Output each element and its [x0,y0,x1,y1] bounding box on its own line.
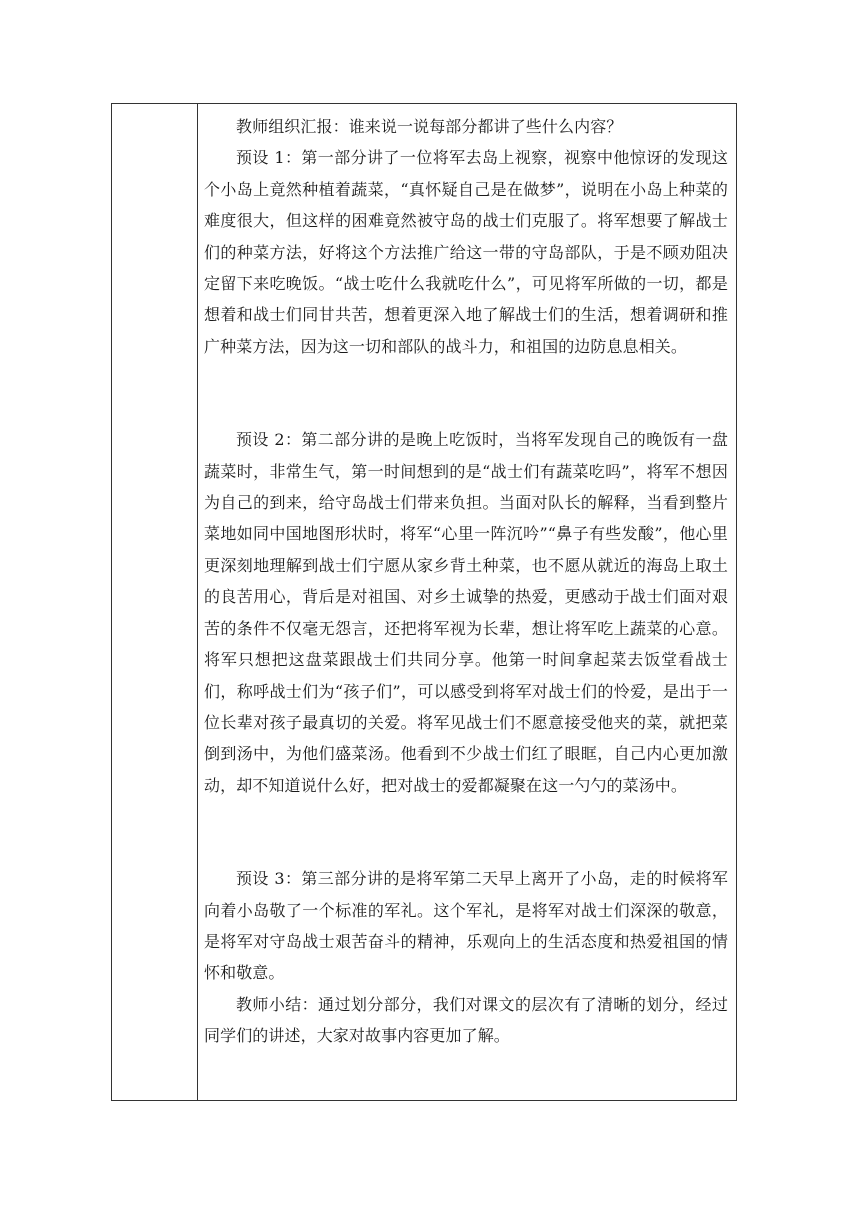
preset-1-paragraph: 预设 1：第一部分讲了一位将军去岛上视察，视察中他惊讶的发现这个小岛上竟然种植着蔬菜，“真怀疑自己是在做梦”，说明在小岛上种菜的难度很大，但这样的困难竟然被守岛的战士们克服了。将军想要了解战士们的种菜方法，好将这个方法推广给这一带的守岛部队，于是不顾劝阻决定留下来吃晚饭。“战士吃什么我就吃什么”，可见将军所做的一切，都是想着和战士们同甘共苦，想着更深入地了解战士们的生活，想着调研和推广种菜方法，因为这一切和部队的战斗力，和祖国的边防息息相关。 [204,148,728,356]
preset-3-paragraph: 预设 3：第三部分讲的是将军第二天早上离开了小岛，走的时候将军向着小岛敬了一个标准的军礼。这个军礼，是将军对战士们深深的敬意，是将军对守岛战士艰苦奋斗的精神，乐观向上的生活态度和热爱祖国的情怀和敬意。 [204,869,728,983]
teacher-summary-paragraph: 教师小结：通过划分部分，我们对课文的层次有了清晰的划分，经过同学们的讲述，大家对故事内容更加了解。 [204,994,728,1046]
teacher-report-prompt: 教师组织汇报：谁来说一说每部分都讲了些什么内容？ [236,117,623,136]
paragraph-gap [204,362,728,424]
table-left-cell [112,104,198,1100]
table-content-cell [198,104,736,1100]
preset-2-paragraph: 预设 2：第二部分讲的是晚上吃饭时，当将军发现自己的晚饭有一盘蔬菜时，非常生气，第一时间想到的是“战士们有蔬菜吃吗”，将军不想因为自己的到来，给守岛战士们带来负担。当面对队长的解释，当看到整片菜地如同中国地图形状时，将军“心里一阵沉吟”“鼻子有些发酸”，他心里更深刻地理解到战士们宁愿从家乡背土种菜，也不愿从就近的海岛上取土的良苦用心，背后是对祖国、对乡土诚挚的热爱，更感动于战士们面对艰苦的条件不仅毫无怨言，还把将军视为长辈，想让将军吃上蔬菜的心意。将军只想把这盘菜跟战士们共同分享。他第一时间拿起菜去饭堂看战士们，称呼战士们为“孩子们”，可以感受到将军对战士们的怜爱，是出于一位长辈对孩子最真切的关爱。将军见战士们不愿意接受他夹的菜，就把菜倒到汤中，为他们盛菜汤。他看到不少战士们红了眼眶，自己内心更加激动，却不知道说什么好，把对战士的爱都凝聚在这一勺勺的菜汤中。 [204,430,728,795]
document-table [111,103,737,1101]
paragraph-gap [204,801,728,863]
